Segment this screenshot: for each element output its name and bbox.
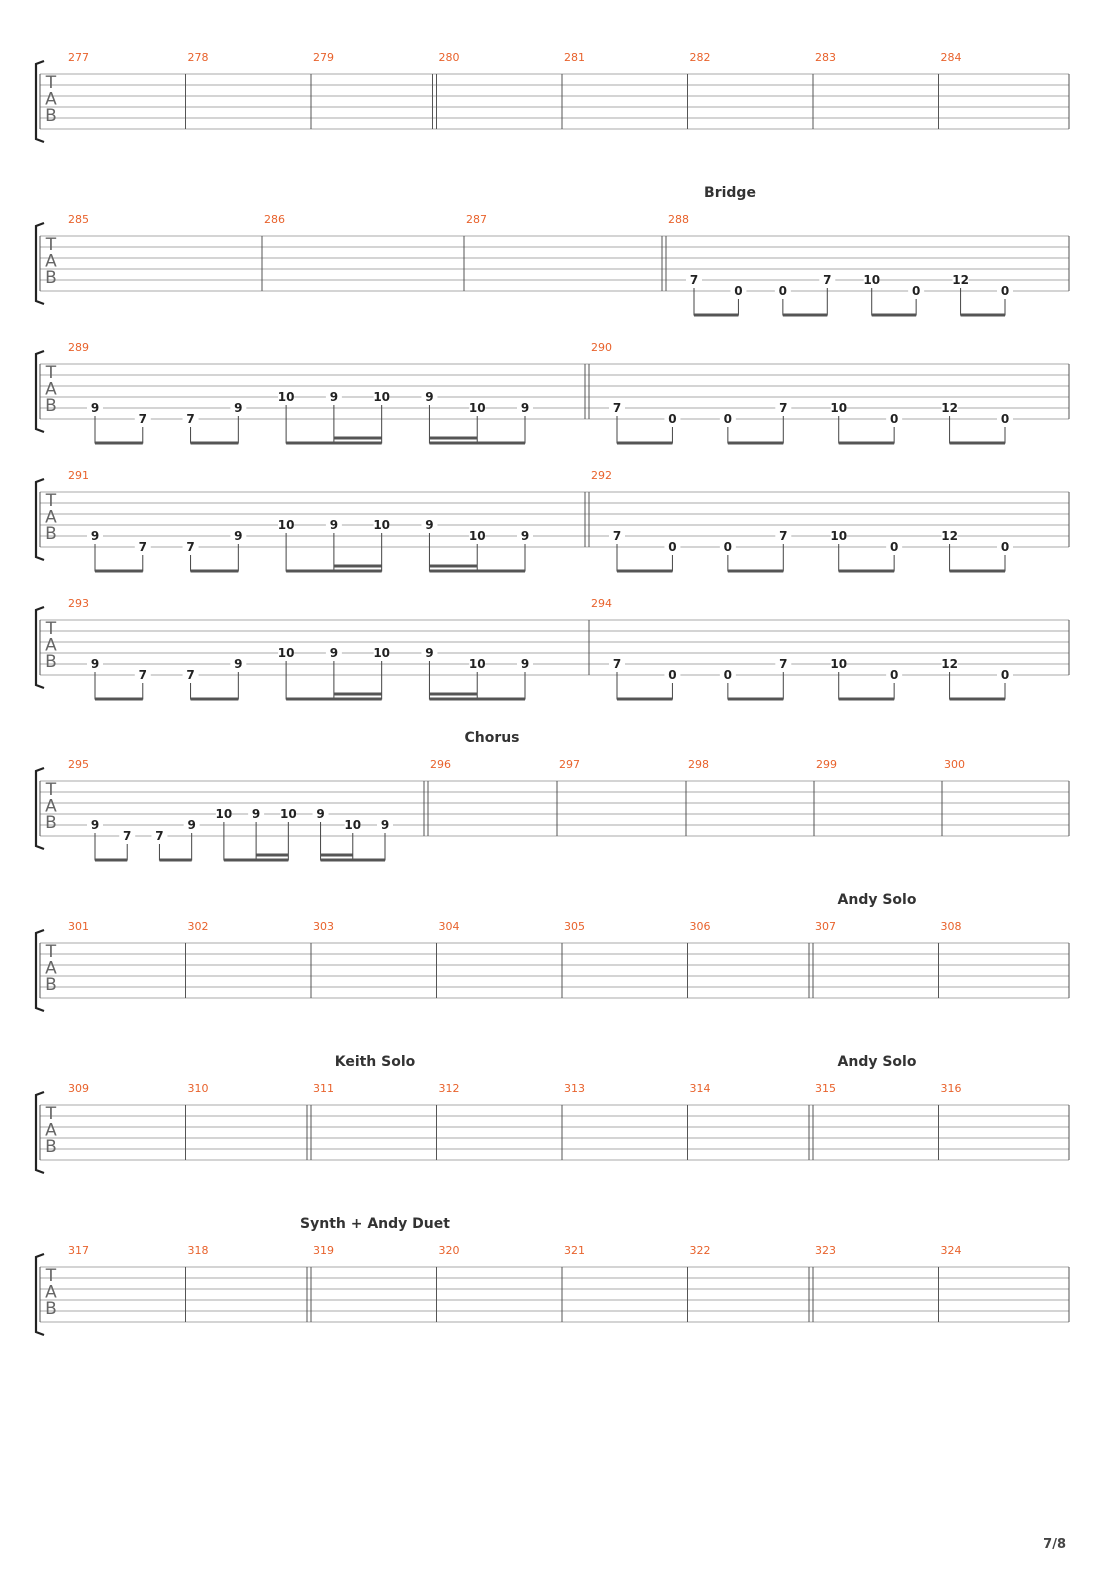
fret-number: 7 bbox=[123, 829, 132, 843]
beam bbox=[429, 570, 525, 573]
measure-number: 280 bbox=[438, 51, 460, 64]
fret-number: 9 bbox=[425, 518, 434, 532]
beam bbox=[617, 698, 672, 701]
fret-number: 0 bbox=[778, 284, 788, 298]
tab-clef-letter: T bbox=[45, 942, 57, 962]
fret-number: 9 bbox=[380, 818, 390, 832]
tab-system bbox=[36, 341, 1069, 445]
tab-clef-letter: B bbox=[45, 813, 57, 833]
fret-number: 0 bbox=[1000, 284, 1010, 298]
measure-number: 290 bbox=[591, 341, 612, 354]
measure-number: 277 bbox=[68, 51, 89, 64]
tab-system bbox=[36, 469, 1069, 573]
fret-number: 9 bbox=[329, 518, 339, 532]
measure-number: 311 bbox=[313, 1082, 334, 1095]
beam bbox=[95, 698, 143, 701]
beam bbox=[286, 442, 382, 445]
fret-number: 0 bbox=[911, 284, 921, 298]
tab-system bbox=[36, 185, 1069, 317]
beam-secondary bbox=[429, 565, 477, 568]
measure-number: 285 bbox=[68, 213, 89, 226]
fret-number: 9 bbox=[425, 646, 434, 660]
tab-system bbox=[36, 597, 1069, 701]
beam bbox=[839, 698, 894, 701]
measure-number: 286 bbox=[264, 213, 285, 226]
fret-number: 7 bbox=[186, 668, 195, 682]
fret-number: 10 bbox=[215, 807, 233, 821]
fret-number: 0 bbox=[668, 668, 677, 682]
beam-secondary bbox=[321, 854, 353, 857]
tab-clef-letter: B bbox=[45, 268, 57, 288]
tab-clef-letter: B bbox=[45, 1299, 57, 1319]
beam bbox=[839, 442, 894, 445]
beam bbox=[429, 698, 525, 701]
tab-clef-letter: B bbox=[45, 975, 57, 995]
measure-number: 279 bbox=[313, 51, 334, 64]
fret-number: 9 bbox=[425, 390, 434, 404]
fret-number: 0 bbox=[668, 540, 677, 554]
fret-number: 0 bbox=[1000, 668, 1010, 682]
measure-number: 306 bbox=[689, 920, 711, 933]
measure-number: 294 bbox=[591, 597, 612, 610]
tab-clef-letter: A bbox=[45, 379, 57, 400]
measure-number: 322 bbox=[689, 1244, 711, 1257]
section-marker: Andy Solo bbox=[837, 892, 917, 908]
beam-secondary bbox=[334, 693, 382, 696]
tab-clef-letter: A bbox=[45, 1282, 57, 1303]
beam bbox=[429, 442, 525, 445]
measure-number: 282 bbox=[689, 51, 711, 64]
page-number: 7/8 bbox=[1043, 1537, 1066, 1552]
measure-number: 314 bbox=[689, 1082, 711, 1095]
tab-clef-letter: T bbox=[45, 619, 57, 639]
fret-number: 7 bbox=[186, 412, 195, 426]
fret-number: 7 bbox=[612, 529, 622, 543]
section-marker: Synth + Andy Duet bbox=[300, 1216, 450, 1232]
beam-secondary bbox=[256, 854, 288, 857]
fret-number: 10 bbox=[468, 657, 486, 671]
fret-number: 0 bbox=[889, 412, 899, 426]
tab-clef-letter: T bbox=[45, 1266, 57, 1286]
fret-number: 9 bbox=[234, 529, 243, 543]
beam bbox=[728, 698, 783, 701]
fret-number: 7 bbox=[689, 273, 699, 287]
measure-number: 292 bbox=[591, 469, 612, 482]
tab-clef-letter: T bbox=[45, 491, 57, 511]
fret-number: 10 bbox=[277, 646, 295, 660]
tab-clef-letter: T bbox=[45, 235, 57, 255]
measure-number: 291 bbox=[68, 469, 89, 482]
beam bbox=[95, 442, 143, 445]
fret-number: 10 bbox=[373, 518, 391, 532]
fret-number: 7 bbox=[779, 657, 788, 671]
beam bbox=[95, 859, 127, 862]
tab-clef-letter: B bbox=[45, 396, 57, 416]
fret-number: 10 bbox=[277, 390, 295, 404]
fret-number: 9 bbox=[90, 529, 100, 543]
fret-number: 7 bbox=[138, 412, 147, 426]
fret-number: 9 bbox=[251, 807, 261, 821]
beam bbox=[950, 570, 1005, 573]
measure-number: 299 bbox=[816, 758, 837, 771]
fret-number: 0 bbox=[668, 412, 677, 426]
tab-clef-letter: A bbox=[45, 1120, 57, 1141]
section-marker: Keith Solo bbox=[334, 1054, 416, 1070]
measure-number: 301 bbox=[68, 920, 89, 933]
beam bbox=[321, 859, 385, 862]
measure-number: 281 bbox=[564, 51, 585, 64]
measure-number: 320 bbox=[438, 1244, 460, 1257]
measure-number: 293 bbox=[68, 597, 89, 610]
measure-number: 312 bbox=[438, 1082, 460, 1095]
beam bbox=[191, 442, 239, 445]
measure-number: 310 bbox=[187, 1082, 209, 1095]
beam bbox=[224, 859, 288, 862]
measure-number: 321 bbox=[564, 1244, 585, 1257]
fret-number: 10 bbox=[344, 818, 362, 832]
tab-system bbox=[36, 51, 1069, 142]
measure-number: 305 bbox=[564, 920, 585, 933]
tab-system bbox=[36, 1216, 1069, 1335]
tab-clef-letter: A bbox=[45, 507, 57, 528]
measure-number: 300 bbox=[944, 758, 965, 771]
measure-number: 313 bbox=[564, 1082, 585, 1095]
beam bbox=[286, 698, 382, 701]
beam bbox=[617, 570, 672, 573]
section-marker: Chorus bbox=[464, 730, 520, 746]
fret-number: 9 bbox=[520, 657, 530, 671]
fret-number: 10 bbox=[277, 518, 295, 532]
section-marker: Bridge bbox=[704, 185, 756, 201]
fret-number: 12 bbox=[941, 401, 958, 415]
fret-number: 9 bbox=[234, 401, 243, 415]
beam bbox=[783, 314, 827, 317]
beam bbox=[950, 698, 1005, 701]
fret-number: 9 bbox=[329, 390, 339, 404]
tab-system bbox=[36, 730, 1069, 862]
fret-number: 9 bbox=[520, 401, 530, 415]
fret-number: 9 bbox=[90, 657, 100, 671]
measure-number: 307 bbox=[815, 920, 836, 933]
tab-clef-letter: A bbox=[45, 251, 57, 272]
measure-number: 287 bbox=[466, 213, 487, 226]
fret-number: 7 bbox=[779, 401, 788, 415]
measure-number: 324 bbox=[940, 1244, 962, 1257]
measure-number: 302 bbox=[187, 920, 209, 933]
beam bbox=[694, 314, 738, 317]
measure-number: 284 bbox=[940, 51, 962, 64]
beam bbox=[191, 570, 239, 573]
measure-number: 309 bbox=[68, 1082, 89, 1095]
beam bbox=[839, 570, 894, 573]
measure-number: 278 bbox=[187, 51, 209, 64]
beam bbox=[159, 859, 191, 862]
beam bbox=[728, 442, 783, 445]
beam bbox=[617, 442, 672, 445]
measure-number: 308 bbox=[940, 920, 962, 933]
fret-number: 9 bbox=[520, 529, 530, 543]
tab-clef-letter: A bbox=[45, 958, 57, 979]
tab-system bbox=[36, 1054, 1069, 1173]
measure-number: 319 bbox=[313, 1244, 334, 1257]
measure-number: 316 bbox=[940, 1082, 962, 1095]
fret-number: 10 bbox=[279, 807, 297, 821]
fret-number: 10 bbox=[830, 401, 848, 415]
fret-number: 0 bbox=[1000, 412, 1010, 426]
fret-number: 7 bbox=[612, 657, 622, 671]
fret-number: 10 bbox=[468, 529, 486, 543]
fret-number: 0 bbox=[734, 284, 743, 298]
fret-number: 7 bbox=[138, 540, 147, 554]
beam bbox=[286, 570, 382, 573]
tab-clef-letter: T bbox=[45, 73, 57, 93]
tab-clef-letter: B bbox=[45, 106, 57, 126]
measure-number: 298 bbox=[688, 758, 709, 771]
beam bbox=[872, 314, 916, 317]
tab-clef-letter: A bbox=[45, 796, 57, 817]
fret-number: 0 bbox=[723, 668, 733, 682]
fret-number: 0 bbox=[723, 540, 733, 554]
fret-number: 0 bbox=[1000, 540, 1010, 554]
measure-number: 297 bbox=[559, 758, 580, 771]
fret-number: 9 bbox=[90, 818, 100, 832]
fret-number: 10 bbox=[830, 529, 848, 543]
fret-number: 7 bbox=[186, 540, 195, 554]
fret-number: 10 bbox=[468, 401, 486, 415]
fret-number: 12 bbox=[952, 273, 969, 287]
fret-number: 12 bbox=[941, 657, 958, 671]
tab-clef-letter: T bbox=[45, 1104, 57, 1124]
measure-number: 295 bbox=[68, 758, 89, 771]
tab-clef-letter: T bbox=[45, 780, 57, 800]
measure-number: 315 bbox=[815, 1082, 836, 1095]
beam bbox=[728, 570, 783, 573]
beam bbox=[961, 314, 1005, 317]
fret-number: 7 bbox=[612, 401, 622, 415]
measure-number: 303 bbox=[313, 920, 334, 933]
fret-number: 0 bbox=[889, 668, 899, 682]
fret-number: 10 bbox=[830, 657, 848, 671]
tab-clef-letter: T bbox=[45, 363, 57, 383]
beam bbox=[191, 698, 239, 701]
fret-number: 10 bbox=[863, 273, 881, 287]
beam-secondary bbox=[429, 693, 477, 696]
fret-number: 7 bbox=[155, 829, 164, 843]
fret-number: 7 bbox=[138, 668, 147, 682]
tab-clef-letter: A bbox=[45, 635, 57, 656]
section-marker: Andy Solo bbox=[837, 1054, 917, 1070]
beam-secondary bbox=[429, 437, 477, 440]
tab-system bbox=[36, 892, 1069, 1011]
fret-number: 9 bbox=[187, 818, 196, 832]
measure-number: 304 bbox=[438, 920, 460, 933]
beam bbox=[950, 442, 1005, 445]
fret-number: 0 bbox=[723, 412, 733, 426]
fret-number: 7 bbox=[823, 273, 832, 287]
measure-number: 296 bbox=[430, 758, 451, 771]
tab-clef-letter: A bbox=[45, 89, 57, 110]
measure-number: 283 bbox=[815, 51, 836, 64]
measure-number: 317 bbox=[68, 1244, 89, 1257]
beam-secondary bbox=[334, 437, 382, 440]
fret-number: 9 bbox=[90, 401, 100, 415]
fret-number: 10 bbox=[373, 390, 391, 404]
measure-number: 289 bbox=[68, 341, 89, 354]
measure-number: 318 bbox=[187, 1244, 209, 1257]
fret-number: 0 bbox=[889, 540, 899, 554]
measure-number: 288 bbox=[668, 213, 689, 226]
fret-number: 9 bbox=[234, 657, 243, 671]
beam bbox=[95, 570, 143, 573]
fret-number: 10 bbox=[373, 646, 391, 660]
fret-number: 9 bbox=[316, 807, 325, 821]
tab-clef-letter: B bbox=[45, 652, 57, 672]
tab-clef-letter: B bbox=[45, 524, 57, 544]
beam-secondary bbox=[334, 565, 382, 568]
measure-number: 323 bbox=[815, 1244, 836, 1257]
fret-number: 12 bbox=[941, 529, 958, 543]
fret-number: 7 bbox=[779, 529, 788, 543]
fret-number: 9 bbox=[329, 646, 339, 660]
tab-clef-letter: B bbox=[45, 1137, 57, 1157]
